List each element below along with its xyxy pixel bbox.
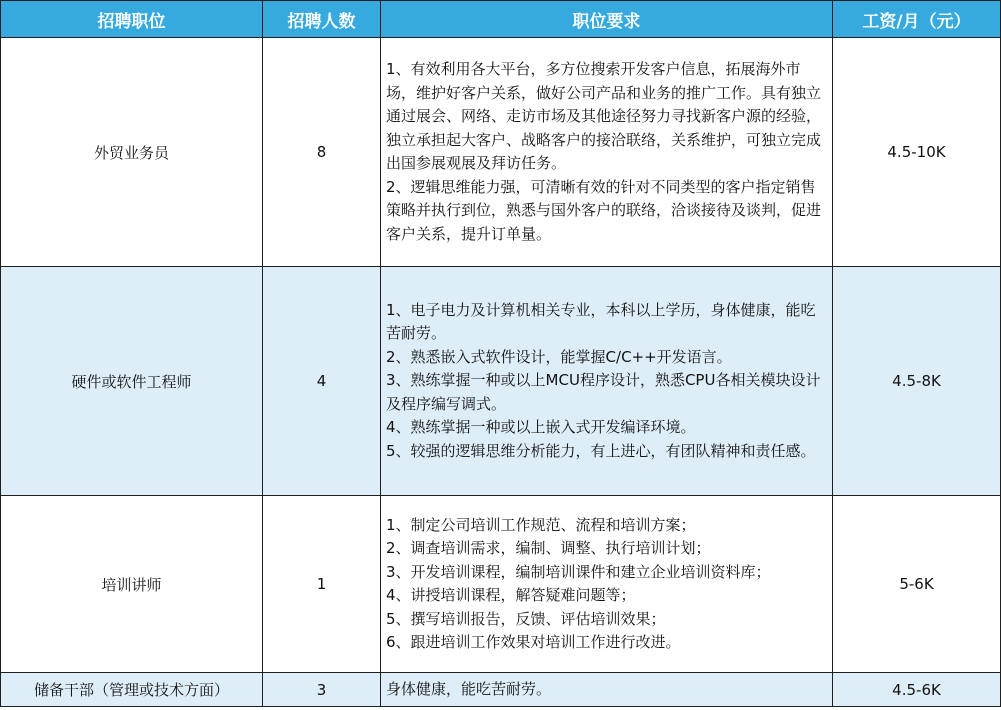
table-row [1, 673, 1001, 707]
salary-cell: 4.5-8K [833, 267, 1001, 496]
count-cell: 8 [263, 38, 381, 267]
salary-cell: 4.5-6K [833, 673, 1001, 707]
requirement-item: 2、调查培训需求，编制、调整、执行培训计划； [386, 539, 711, 557]
requirement-item: 4、熟练掌据一种或以上嵌入式开发编译环境。 [386, 418, 696, 437]
requirements-cell [381, 38, 833, 267]
position-cell: 培训讲师 [1, 496, 263, 673]
requirement-item: 3、熟练掌握一种或以上MCU程序设计，熟悉CPU各相关模块设计及程序编写调式。 [386, 371, 821, 413]
count-cell: 3 [263, 673, 381, 707]
requirement-item: 1、电子电力及计算机相关专业，本科以上学历，身体健康，能吃苦耐劳。 [386, 300, 816, 343]
salary-cell: 5-6K [833, 496, 1001, 673]
requirement-item: 5、较强的逻辑思维分析能力，有上进心，有团队精神和责任感。 [386, 441, 816, 460]
requirements-cell [381, 496, 833, 673]
count-cell: 4 [263, 267, 381, 496]
requirements-cell [381, 673, 833, 707]
position-cell: 硬件或软件工程师 [1, 267, 263, 496]
requirement-item: 身体健康，能吃苦耐劳。 [386, 679, 552, 698]
requirements-cell [381, 267, 833, 496]
header-requirements: 职位要求 [381, 1, 833, 38]
requirement-item: 4、讲授培训课程，解答疑难问题等； [386, 586, 636, 604]
requirement-item: 6、跟进培训工作效果对培训工作进行改进。 [386, 633, 681, 651]
header-position: 招聘职位 [1, 1, 263, 38]
table-row [1, 496, 1001, 673]
table-row [1, 38, 1001, 267]
position-cell: 外贸业务员 [1, 38, 263, 267]
table-row [1, 267, 1001, 496]
requirement-item: 2、逻辑思维能力强，可清晰有效的针对不同类型的客户指定销售策略并执行到位，熟悉与国外客户的联络，洽谈接待及谈判，促进客户关系，提升订单量。 [386, 177, 822, 243]
count-cell: 1 [263, 496, 381, 673]
position-cell: 储备干部（管理或技术方面） [1, 673, 263, 707]
requirement-item: 5、撰写培训报告，反馈、评估培训效果； [386, 609, 666, 628]
header-count: 招聘人数 [263, 1, 381, 38]
requirement-item: 1、有效利用各大平台，多方位搜索开发客户信息，拓展海外市场，维护好客户关系，做好公司产品和业务的推广工作。具有独立通过展会、网络、走访市场及其他途径努力寻找新客户源的经验，独立承担起大客户、战略客户的接洽联络，关系维护，可独立完成出国参展观展及拜访任务。 [386, 60, 822, 172]
requirement-item: 1、制定公司培训工作规范、流程和培训方案； [386, 515, 696, 534]
header-salary: 工资/月（元） [833, 1, 1001, 38]
table-header-row [1, 1, 1001, 38]
requirement-item: 3、开发培训课程，编制培训课件和建立企业培训资料库； [386, 562, 771, 581]
salary-cell: 4.5-10K [833, 38, 1001, 267]
requirement-item: 2、熟悉嵌入式软件设计，能掌握C/C++开发语言。 [386, 347, 732, 366]
